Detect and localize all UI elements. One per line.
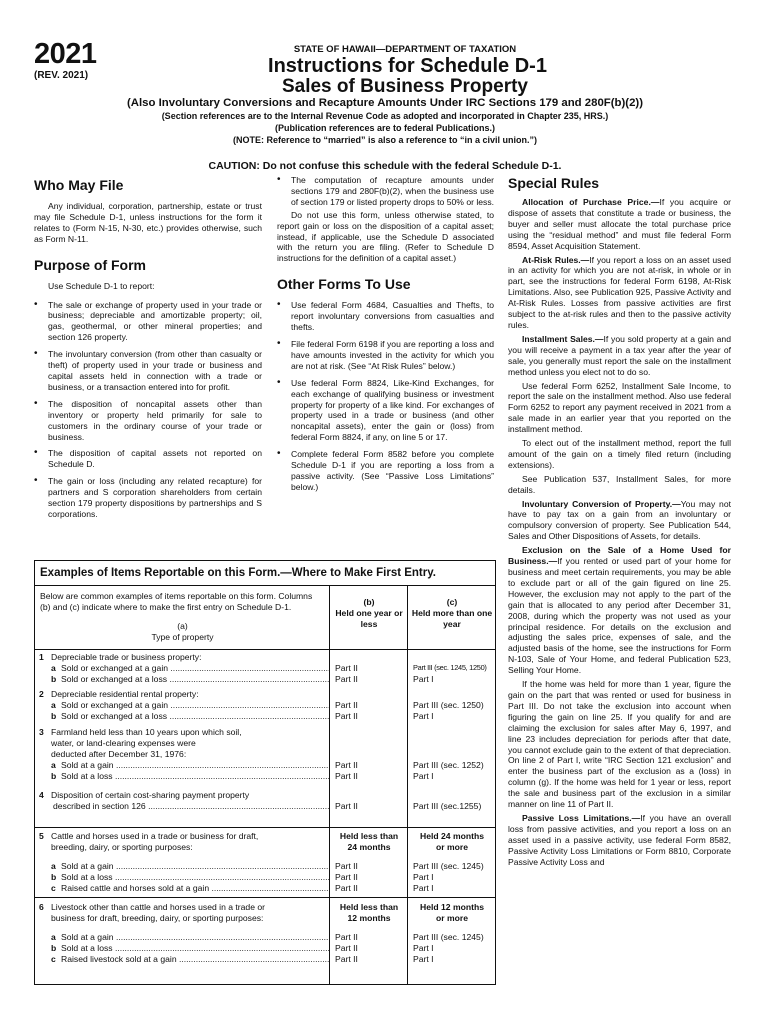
bullet-icon: • xyxy=(277,174,281,185)
page-title: Instructions for Schedule D-1 xyxy=(268,55,547,77)
rule-paragraph: Exclusion on the Sale of a Home Used for Business.—If you rented or used part of your home for business and meet certain requirements, you may be able to exclude part or all of the gain figured on line 25. However, the exclusion may not apply to the part of the gain that is allocated to any period after December 31, 2008, during which the property was not used as your principal residence. For details on the exclusion and adjusting the sales price, expenses of sale, and the adjusted basis of the home, see the instructions for Form N-103, Sale of Your Home, and federal Publication 523, Selling Your Home. xyxy=(508,545,731,676)
department: STATE OF HAWAII—DEPARTMENT OF TAXATION xyxy=(293,44,517,55)
column-left xyxy=(34,175,262,526)
rule-paragraph: Passive Loss Limitations.—If you have an overall loss from passive activities, and you report a loss on an asset used in a passive activity, use federal Form 8582, Passive Activity Loss Limitations or Form 8810, Corporate Passive Activity Loss and xyxy=(508,812,731,867)
divider xyxy=(35,897,495,898)
purpose-heading: Purpose of Form xyxy=(34,256,147,273)
column-b-header: (b) Held one year or less xyxy=(335,597,403,629)
rule-paragraph: If the home was held for more than 1 year, figure the gain on the part that was rented or used for business in Part III. Do not take the exclusion into account when figuring the gain on line 25. If you qualify for and are claiming the exclusion for sales after May 6, 1997, and line 23 includes depreciation for periods after that date, you cannot exclude gain to the extent of that depreciation. On line 2 of Part I, write “IRC Section 121 exclusion” and enter the business part of the exclusion as a (loss) in column (g). If the home was held for 1 year or less, report the sale and business part of the exclusion in a similar manner on line 11 of Part II. xyxy=(508,679,731,810)
rule-paragraph: Installment Sales.—If you sold property at a gain and you will receive a payment in a tax year after the year of sale, you generally must report the sale on the installment method unless you elect not to do so. xyxy=(508,333,731,377)
page-subtitle: Sales of Business Property xyxy=(281,76,529,97)
list-item: • The disposition of capital assets not reported on Schedule D. xyxy=(34,447,262,470)
list-item: • The disposition of noncapital assets other than inventory or property held primarily for sale to customers in the ordinary course of your trade or business. xyxy=(34,397,262,442)
form-year: 2021 xyxy=(34,38,97,70)
divider xyxy=(329,586,330,984)
do-not-use-text: Do not use this form, unless otherwise stated, to report gain or loss on the disposition of a capital asset; instead, if applicable, use the Schedule D associated with the return you are filing. (Refer to Schedule D instructions for the definition of a capital asset.) xyxy=(277,209,494,264)
who-may-file-text: Any individual, corporation, partnership, estate or trust may file Schedule D-1, unless instructions for the form it relates to (Form N-15, N-30, etc.) provides otherwise, such as Form N-11. xyxy=(34,201,262,244)
also-line: (Also Involuntary Conversions and Recapture Amounts Under IRC Sections 179 and 280F(b)(2)) xyxy=(126,97,644,109)
examples-table: Examples of Items Reportable on this Form.—Where to Make First Entry. Below are common examples of items reportable on this form. Columns (b) and (c) indicate where to make the first entry on Schedule D-1. (a) Type of property (b) Held one year or less (c) Held more than one year 1 Depreciable trade or business property: a Sold or exchanged at a gain ..... b Sold or exchanged at a loss ..... Part II Part II Part III (sec. 1245, 1250) Part I 2 Depreciable residential rental property: a Sold or exchanged at a gain ..... b Sold or exchanged at a loss ..... Part II Part II Part III (sec. 1250) Part I 3 Farmland held less than 10 years upon which soil, water, or land-clearing expenses were deducted after December 31, 1976: a Sold at a gain ..... b Sold at a loss ..... Part II Part II Part III (sec. 1252) Part I 4 Disposition of certain cost-sharing payment property described in section 126 ..... Part II Part III (sec.1255) 5 Cattle and horses used in a trade or business for draft, breeding, dairy, or sporting purposes: Held less than 24 months Held 24 months or more a Sold at a gain ..... b Sold at a loss ..... c Raised cattle and horses sold at a gain ..... Part II Part II Part II Part III (sec. 1245) Part I Part I 6 Livestock other than cattle and horses used in a trade or business for draft, breeding, dairy, or sporting purposes: Held less than 12 months Held 12 months or more a Sold at a gain ..... b Sold at a loss ..... c Raised livestock sold at a gain ..... Part II Part II Part II Part III (sec. 1245) Part I Part I xyxy=(34,560,496,985)
table-intro: Below are common examples of items reportable on this form. Columns (b) and (c) indicate where to make the first entry on Schedule D-1. xyxy=(40,591,313,612)
list-item: • Use federal Form 8824, Like-Kind Exchanges, for each exchange of qualifying business or investment property for property of a like kind. For exchanges of property used in a trade or business (and other noncapital assets), enter the gain or (loss) from federal Form 8824, if any, on line 5 or 17. xyxy=(277,376,494,443)
divider xyxy=(35,827,495,828)
rule-paragraph: Involuntary Conversion of Property.—You may not have to pay tax on a gain from an involuntary or compulsory conversion of property. See Publication 544, Sales and Other Dispositions of Assets, for details. xyxy=(508,498,731,542)
list-item: • Complete federal Form 8582 before you complete Schedule D-1 if you are reporting a loss from a passive activity. (See “Passive Loss Limitations” below.) xyxy=(277,448,494,492)
bullet-icon: • xyxy=(277,448,281,460)
table-title: Examples of Items Reportable on this Form.—Where to Make First Entry. xyxy=(35,561,495,586)
column-right xyxy=(508,175,731,867)
list-item: • The involuntary conversion (from other than casualty or theft) of property used in your trade or business and capital assets held in connection with a trade or business, or a transaction entered into for profit. xyxy=(34,348,262,392)
bullet-icon: • xyxy=(277,337,281,349)
who-may-file-heading: Who May File xyxy=(34,177,124,193)
bullet-icon: • xyxy=(34,348,38,360)
divider xyxy=(35,649,495,650)
rule-paragraph: See Publication 537, Installment Sales, for more details. xyxy=(508,473,731,495)
bullet-icon: • xyxy=(277,299,281,311)
purpose-intro: Use Schedule D-1 to report: xyxy=(48,280,155,291)
rule-paragraph: Allocation of Purchase Price.—If you acquire or dispose of assets that constitute a trade or business, the buyer and seller must allocate the total purchase price using the “residual method” and must file federal Form 8594, Asset Acquisition Statement. xyxy=(508,197,732,251)
divider xyxy=(407,586,408,984)
column-a-header: (a) Type of property xyxy=(151,621,214,642)
list-item: • File federal Form 6198 if you are reporting a loss and have amounts invested in the activity for which you are not at risk. (See “At Risk Rules” below.) xyxy=(277,337,494,371)
special-rules-heading: Special Rules xyxy=(508,175,600,191)
rule-paragraph: Use federal Form 6252, Installment Sale Income, to report the sale on the installment method. Also use federal Form 6252 to report any payment received in 2021 from a sale made in an earlier year that you reported on the installment method. xyxy=(508,380,731,435)
list-item: • The computation of recapture amounts under sections 179 and 280F(b)(2), when the business use of section 179 or listed property drops to 50% or less. xyxy=(277,174,495,207)
other-forms-heading: Other Forms To Use xyxy=(277,276,411,293)
bullet-icon: • xyxy=(34,397,38,409)
list-item: • The sale or exchange of property used in your trade or business; depreciable and amortizable property; oil, gas, geothermal, or other mineral properties; and section 126 property. xyxy=(34,298,262,343)
note-publication-refs: (Publication references are to federal Publications.) xyxy=(274,123,496,133)
column-middle xyxy=(277,175,494,499)
bullet-icon: • xyxy=(277,376,281,388)
revision: (REV. 2021) xyxy=(34,70,89,81)
rule-paragraph: To elect out of the installment method, report the full amount of the gain on a timely filed return (including extensions). xyxy=(508,438,731,470)
caution-line: CAUTION: Do not confuse this schedule with the federal Schedule D-1. xyxy=(208,160,562,172)
list-item: • Use federal Form 4684, Casualties and Thefts, to report involuntary conversions from casualties and thefts. xyxy=(277,299,494,333)
bullet-icon: • xyxy=(34,447,38,459)
list-item: • The gain or loss (including any related recapture) for partners and S corporation shareholders from certain section 179 property dispositions by partnerships and S corporations. xyxy=(34,475,262,519)
bullet-icon: • xyxy=(34,298,38,310)
bullet-icon: • xyxy=(34,475,38,487)
note-section-refs: (Section references are to the Internal Revenue Code as adopted and incorporated in Chapter 235, HRS.) xyxy=(161,111,609,121)
note-married: (NOTE: Reference to “married” is also a reference to “in a civil union.”) xyxy=(232,135,538,145)
column-c-header: (c) Held more than one year xyxy=(411,597,493,629)
rule-paragraph: At-Risk Rules.—If you report a loss on an asset used in an activity for which you are not at-risk, in whole or in part, see the instructions for federal Form 6198, At-Risk Limitations. Also, see Publication 925, Passive Activity and At-Risk Rules. Losses from passive activities are first subject to the at-risk rules and then to the passive activity rules. xyxy=(508,254,731,330)
